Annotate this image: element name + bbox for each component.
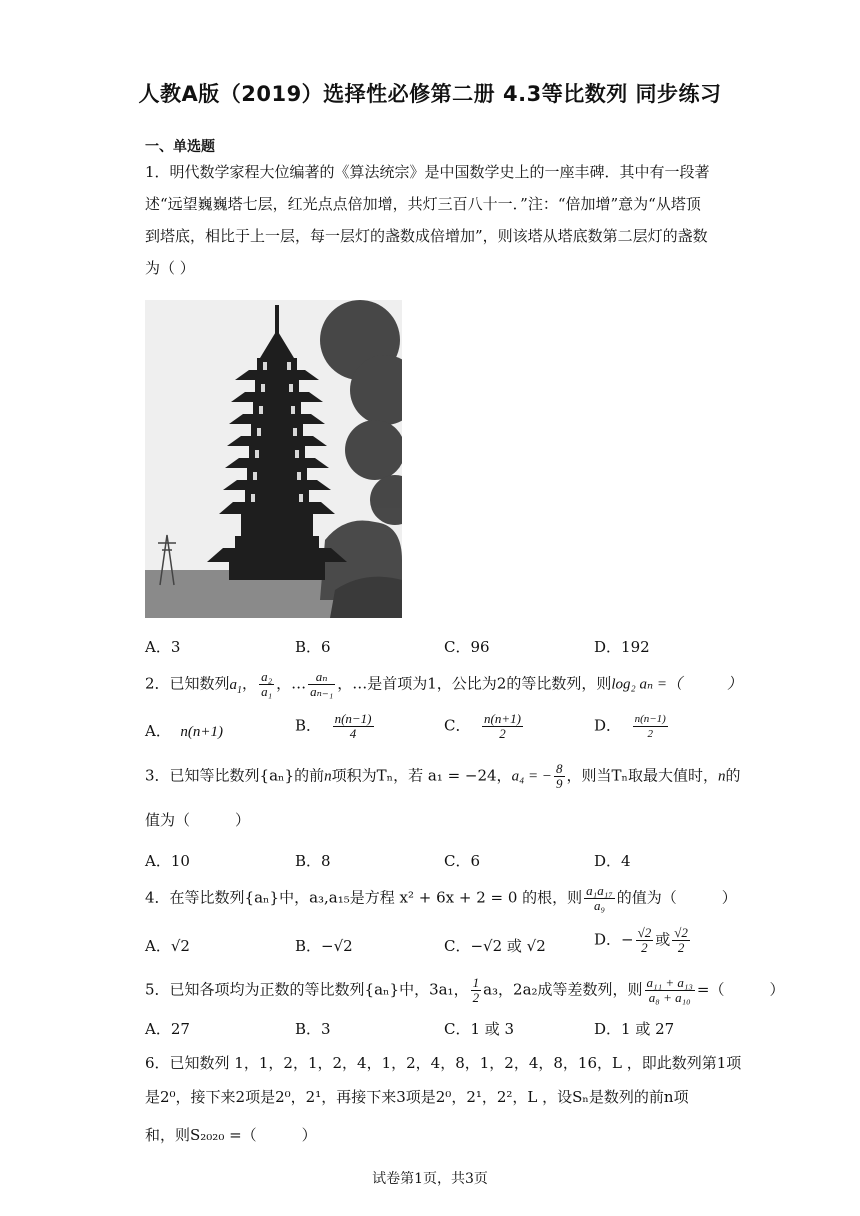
q5-option-d: D．1 或 27: [594, 1020, 675, 1038]
q2-option-b: B． $\frac{n(n-1)}{4}$: [295, 711, 372, 741]
q1-line4: 为（ ）: [145, 259, 195, 277]
q5-option-c: C．1 或 3: [444, 1020, 515, 1038]
q2-sep: ，: [242, 674, 258, 693]
q4-stem: 4．在等比数列{aₙ}中，a₃,a₁₅是方程 x² + 6x + 2 = 0 的根，则 $\frac{\text{a₁a₁₇}}{\text{a₉}}$ 的值为（ ）: [145, 883, 737, 913]
page-footer: 试卷第1页，共3页: [372, 1171, 488, 1187]
q4-option-d: D．− $\frac{√2}{2}$ 或 $\frac{√2}{2}$: [594, 925, 688, 955]
q3-line2: 值为（ ）: [145, 811, 251, 829]
q1-line1: 1．明代数学家程大位编著的《算法统宗》是中国数学史上的一座丰碑．其中有一段著: [145, 163, 710, 181]
q3-option-a: A．10: [145, 852, 190, 870]
q1-option-d: D．192: [594, 638, 650, 656]
q1-option-b: B．6: [295, 638, 331, 656]
q1-option-a: A．3: [145, 638, 181, 656]
pagoda-photo: [145, 300, 402, 618]
q2-option-a: A． n(n+1): [145, 722, 224, 740]
q2-mid: ，…: [276, 674, 307, 693]
q5-option-b: B．3: [295, 1020, 331, 1038]
q4-option-a: A．√2: [145, 937, 190, 955]
section-heading: 一、单选题: [145, 139, 215, 155]
q2-suffix: ，…是首项为1，公比为2的等比数列，则: [337, 674, 612, 693]
q1-option-c: C．96: [444, 638, 490, 656]
q1-line3: 到塔底，相比于上一层，每一层灯的盏数成倍增加”，则该塔从塔底数第二层灯的盏数: [145, 227, 708, 245]
q2-option-c: C． $\frac{n(n+1)}{2}$: [444, 711, 521, 741]
q6-line2: 是2⁰，接下来2项是2⁰，2¹，再接下来3项是2⁰，2¹，2²，L ，设Sₙ是数列的前n项: [145, 1088, 689, 1106]
q2-a1: $a_1$: [229, 676, 243, 696]
q1-line2: 述“远望巍巍塔七层，红光点点倍加增，共灯三百八十一．”注：“倍加增”意为“从塔顶: [145, 195, 701, 213]
q5-stem: 5．已知各项均为正数的等比数列{aₙ}中，3a₁， $\frac{1}{2}$ a₃，2a₂成等差数列，则 $\frac{\text{a₁₁ + a₁₃}}{\text{a₈ + a₁₀}}$ =（ ）: [145, 975, 785, 1005]
q2-stem: [145, 670, 742, 701]
q3-option-d: D．4: [594, 852, 631, 870]
q2-frac1: $\frac{\text{a₂}}{\text{a₁}}$: [261, 669, 273, 699]
q4-option-c: C．−√2 或 √2: [444, 937, 546, 955]
pagoda-image-icon: [145, 300, 402, 618]
q5-option-a: A．27: [145, 1020, 190, 1038]
q3-option-c: C．6: [444, 852, 481, 870]
q3-option-b: B．8: [295, 852, 331, 870]
page-title: 人教A版（2019）选择性必修第二册 4.3等比数列 同步练习: [138, 82, 722, 106]
q2-frac2: $\frac{\text{aₙ}}{\text{aₙ₋₁}}$: [310, 669, 334, 699]
q2-log: log₂ aₙ =（ ）: [611, 676, 742, 693]
q3-stem: 3．已知等比数列{aₙ}的前n项积为Tₙ，若 a₁ = −24，a₄ = − $\frac{8}{9}$ ，则当Tₙ取最大值时，n的: [145, 761, 741, 791]
q2-option-d: D． $\frac{n(n-1)}{2}$: [594, 713, 666, 740]
q6-line1: 6．已知数列 1，1，2，1，2，4，1，2，4，8，1，2，4，8，16，L ，即此数列第1项: [145, 1054, 742, 1072]
q4-option-b: B．−√2: [295, 937, 353, 955]
q2-prefix: 2．已知数列: [145, 674, 230, 693]
q6-line3: 和，则S₂₀₂₀ =（ ）: [145, 1126, 317, 1144]
